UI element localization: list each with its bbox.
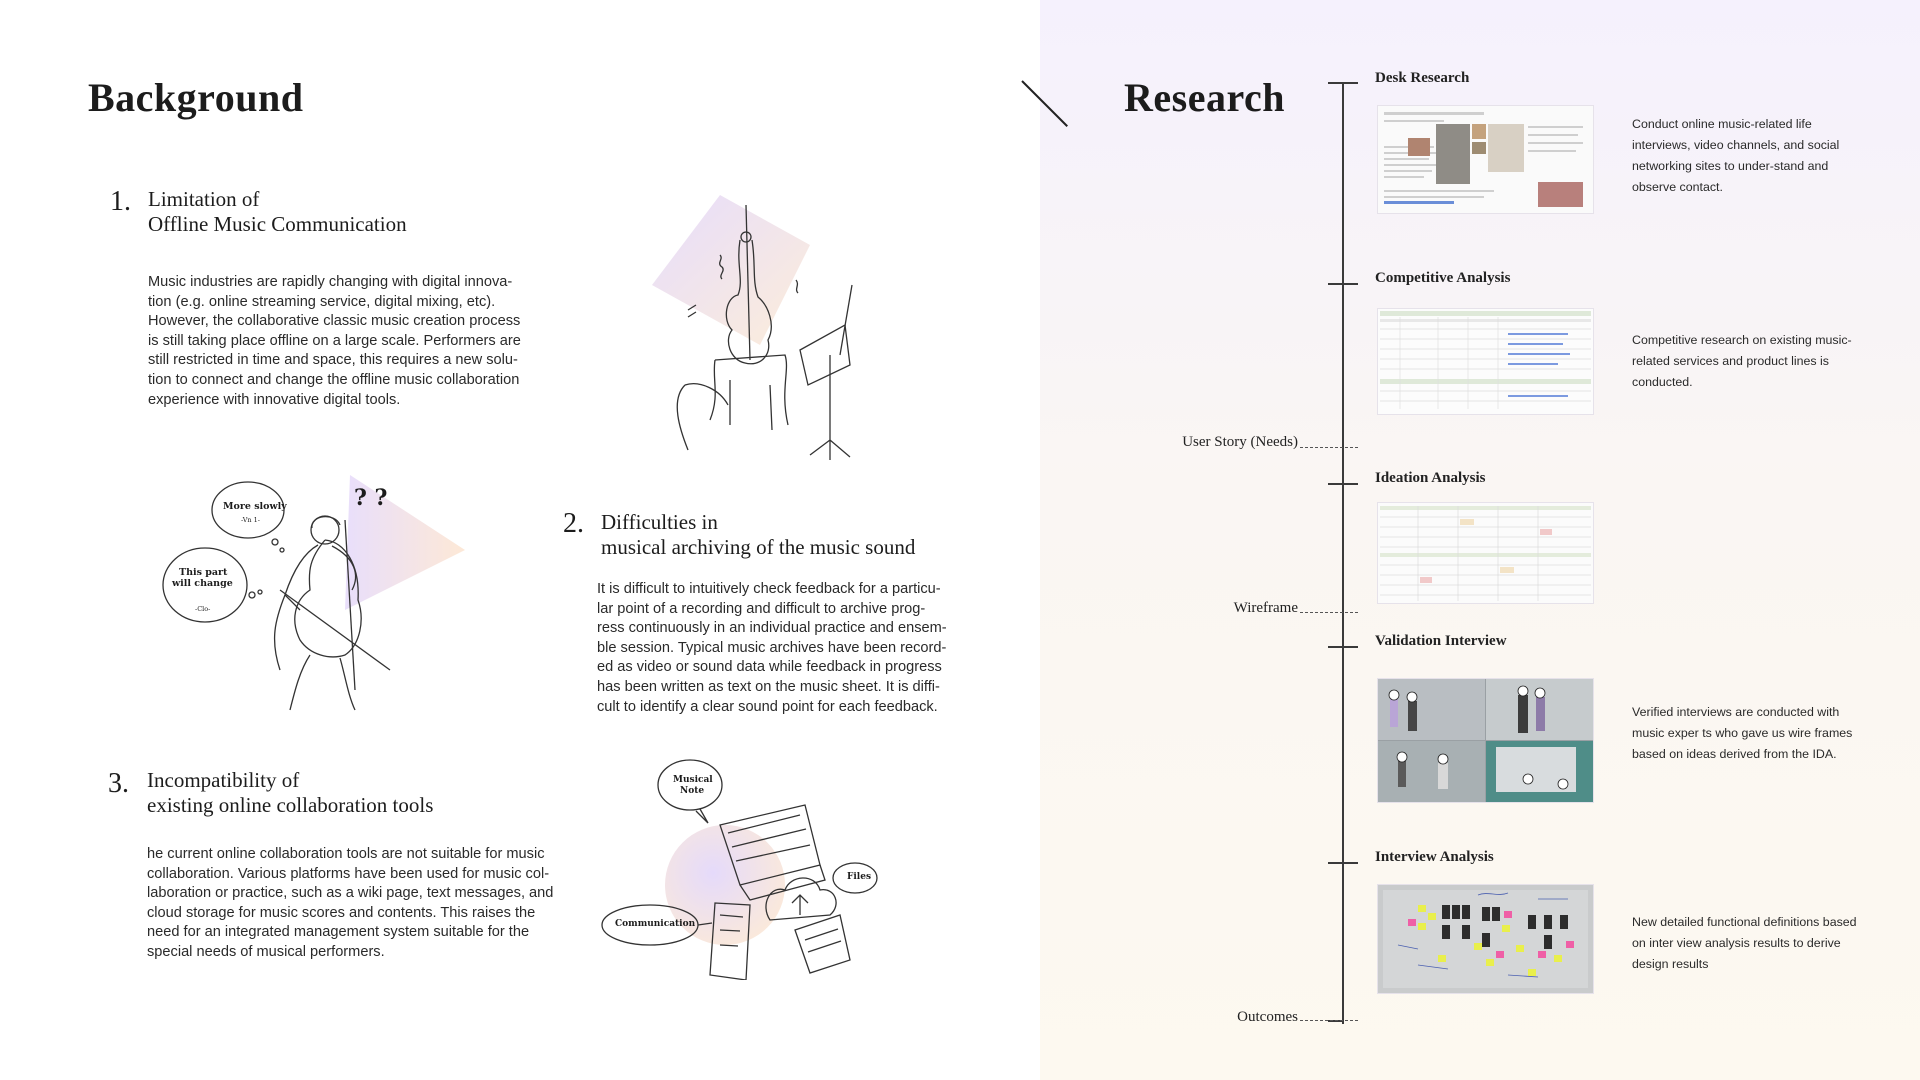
step-interview-analysis-title: Interview Analysis <box>1375 849 1494 865</box>
bubble-communication: Communication <box>615 919 696 929</box>
step-validation-interview-title: Validation Interview <box>1375 633 1507 649</box>
section-1-heading-line1: Limitation of <box>148 187 260 211</box>
bubble-more-slowly-sub: -Vn 1- <box>241 516 261 524</box>
validation-interview-description: Verified interviews are conducted with music exper ts who gave us wire frames based on ideas derived from the IDA. <box>1632 705 1853 761</box>
section-3-number: 3. <box>108 768 129 799</box>
section-3-heading-line1: Incompatibility of <box>147 768 300 792</box>
timeline-axis <box>1342 82 1344 1024</box>
section-2-heading-line1: Difficulties in <box>601 510 718 534</box>
validation-interview-image <box>1377 678 1594 803</box>
research-title: Research <box>1124 75 1285 120</box>
timeline-tick <box>1328 646 1358 648</box>
section-2-body: It is difficult to intuitively check feedback for a particu- lar point of a recording and difficult to archive prog- ress continuously in an individual practice and ensem- ble session. Typical music archives have been record- ed as video or sound data while feedback in progress has been written as text on the music sheet. It is diffi- cult to identify a clear sound point for each feedback. <box>597 581 947 715</box>
bubble-more-slowly: More slowly <box>223 501 287 512</box>
bubble-will-change: will change <box>172 578 233 589</box>
section-2-number: 2. <box>563 508 584 539</box>
competitive-analysis-description: Competitive research on existing music-related services and product lines is conducted. <box>1632 333 1852 389</box>
step-ideation-analysis-title: Ideation Analysis <box>1375 470 1486 486</box>
desk-research-image <box>1377 105 1594 214</box>
timeline-tick <box>1328 82 1358 84</box>
background-title: Background <box>88 75 304 120</box>
bubble-note: Note <box>680 786 705 796</box>
section-3-body: he current online collaboration tools are not suitable for music collaboration. Various platforms have been used for music col- laboration or practice, such as a wiki page, text messages, and cloud storage for music scores and contents. This raises the need for an integrated management system suitable for the special needs of musical performers. <box>147 846 554 960</box>
cellist-illustration <box>160 470 480 720</box>
dash-connector <box>1300 447 1358 448</box>
bubble-this-part-sub: -Clo- <box>195 605 211 613</box>
desk-research-description: Conduct online music-related life interviews, video channels, and social networking sites to under-stand and observe contact. <box>1632 117 1840 194</box>
label-user-story: User Story (Needs) <box>1182 434 1298 450</box>
double-bass-illustration <box>640 185 880 465</box>
section-3-heading-line2: existing online collaboration tools <box>147 793 434 817</box>
section-2-heading-line2: musical archiving of the music sound <box>601 535 916 559</box>
timeline-tick <box>1328 483 1358 485</box>
competitive-analysis-image <box>1377 308 1594 415</box>
bubble-files: Files <box>847 872 872 882</box>
interview-analysis-description: New detailed functional definitions based on inter view analysis results to derive design results <box>1632 915 1857 971</box>
label-wireframe: Wireframe <box>1233 600 1298 616</box>
dash-connector <box>1300 612 1358 613</box>
step-desk-research-title: Desk Research <box>1375 70 1470 86</box>
question-marks: ? ? <box>354 485 388 511</box>
section-1-heading-line2: Offline Music Communication <box>148 212 407 236</box>
dash-connector <box>1300 1020 1358 1021</box>
step-competitive-analysis-title: Competitive Analysis <box>1375 270 1511 286</box>
bubble-this-part: This part <box>179 567 228 578</box>
label-outcomes: Outcomes <box>1237 1009 1298 1025</box>
section-1-body: Music industries are rapidly changing with digital innova- tion (e.g. online streaming service, digital mixing, etc). However, the collaborative classic music creation process is still taking place offline on a large scale. Performers are still restricted in time and space, this requires a new solu- tion to connect and change the offline music collaboration experience with innovative digital tools. <box>148 274 521 408</box>
ideation-analysis-image <box>1377 502 1594 604</box>
section-1-number: 1. <box>110 186 131 217</box>
interview-analysis-image <box>1377 884 1594 994</box>
timeline-tick <box>1328 862 1358 864</box>
bubble-musical: Musical <box>673 775 713 785</box>
timeline-tick <box>1328 283 1358 285</box>
collaboration-tools-illustration <box>600 755 890 980</box>
